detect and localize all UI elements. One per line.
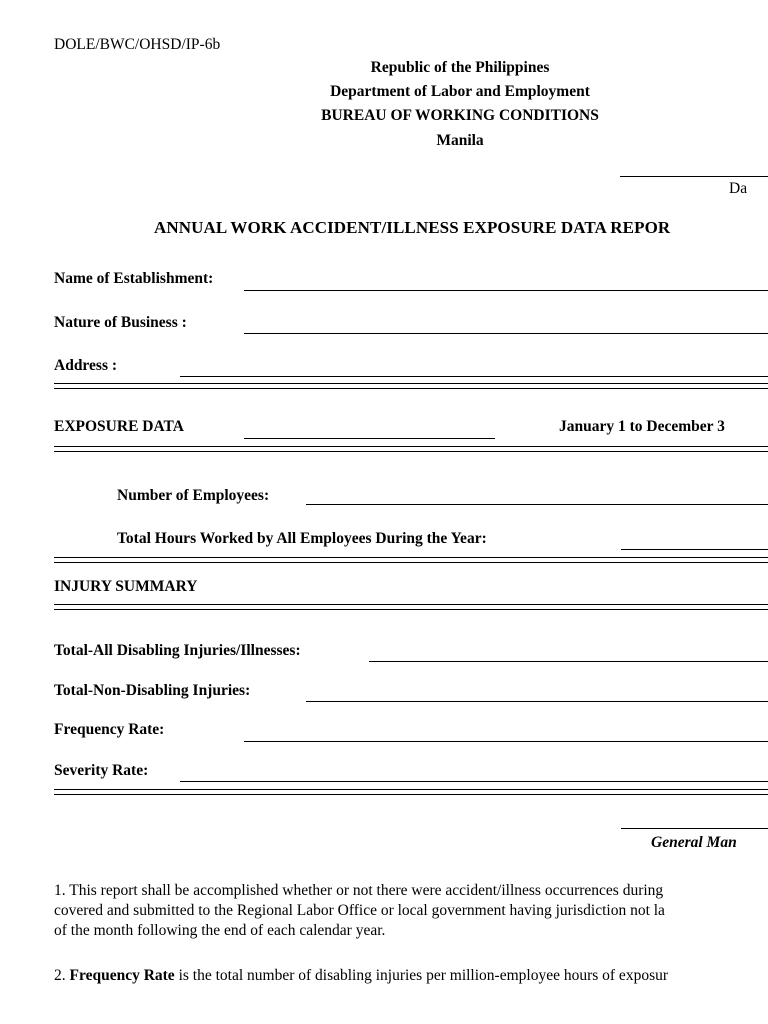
note-2-prefix: 2. [54, 967, 70, 984]
form-code: DOLE/BWC/OHSD/IP-6b [54, 36, 221, 53]
number-of-employees-label: Number of Employees: [117, 487, 270, 504]
section-divider [54, 383, 768, 389]
note-2 [54, 967, 668, 985]
severity-rate-field[interactable] [180, 759, 768, 782]
note-2-text: is the total number of disabling injuries per million-employee hours of exposur [174, 967, 669, 984]
injury-summary-heading: INJURY SUMMARY [54, 578, 198, 595]
address-label: Address : [54, 357, 118, 374]
date-label: Da [729, 180, 748, 197]
address-field[interactable] [180, 354, 768, 377]
establishment-name-field[interactable] [244, 268, 768, 291]
frequency-rate-field[interactable] [244, 719, 768, 742]
signatory-title: General Man [651, 834, 737, 851]
note-1-line-1: 1. This report shall be accomplished whether or not there were accident/illness occurrences during [54, 882, 664, 899]
report-title: ANNUAL WORK ACCIDENT/ILLNESS EXPOSURE DATA REPOR [154, 218, 671, 237]
note-1-line-2: covered and submitted to the Regional Labor Office or local government having jurisdiction not la [54, 902, 665, 919]
exposure-data-heading: EXPOSURE DATA [54, 418, 184, 435]
frequency-rate-label: Frequency Rate: [54, 721, 165, 738]
disabling-injuries-label: Total-All Disabling Injuries/Illnesses: [54, 642, 301, 659]
note-1-line-3: of the month following the end of each calendar year. [54, 922, 386, 939]
severity-rate-label: Severity Rate: [54, 762, 149, 779]
section-divider [54, 789, 768, 795]
section-divider [54, 557, 768, 563]
exposure-year-field[interactable] [244, 416, 495, 439]
section-divider [54, 446, 768, 452]
nature-of-business-label: Nature of Business : [54, 314, 187, 331]
signature-field[interactable] [621, 806, 768, 829]
nature-of-business-field[interactable] [244, 311, 768, 334]
exposure-period: January 1 to December 3 [559, 418, 725, 435]
date-field[interactable] [620, 154, 768, 177]
note-2-term: Frequency Rate [69, 967, 175, 984]
establishment-name-label: Name of Establishment: [54, 270, 214, 287]
section-divider [54, 604, 768, 610]
non-disabling-injuries-field[interactable] [306, 679, 768, 702]
number-of-employees-field[interactable] [306, 482, 768, 505]
disabling-injuries-field[interactable] [369, 639, 768, 662]
header-department: Department of Labor and Employment [330, 83, 590, 100]
total-hours-field[interactable] [621, 527, 768, 550]
total-hours-label: Total Hours Worked by All Employees During the Year: [117, 530, 487, 547]
header-city: Manila [436, 132, 484, 149]
non-disabling-injuries-label: Total-Non-Disabling Injuries: [54, 682, 251, 699]
header-bureau: BUREAU OF WORKING CONDITIONS [321, 107, 599, 124]
header-republic: Republic of the Philippines [370, 59, 550, 76]
